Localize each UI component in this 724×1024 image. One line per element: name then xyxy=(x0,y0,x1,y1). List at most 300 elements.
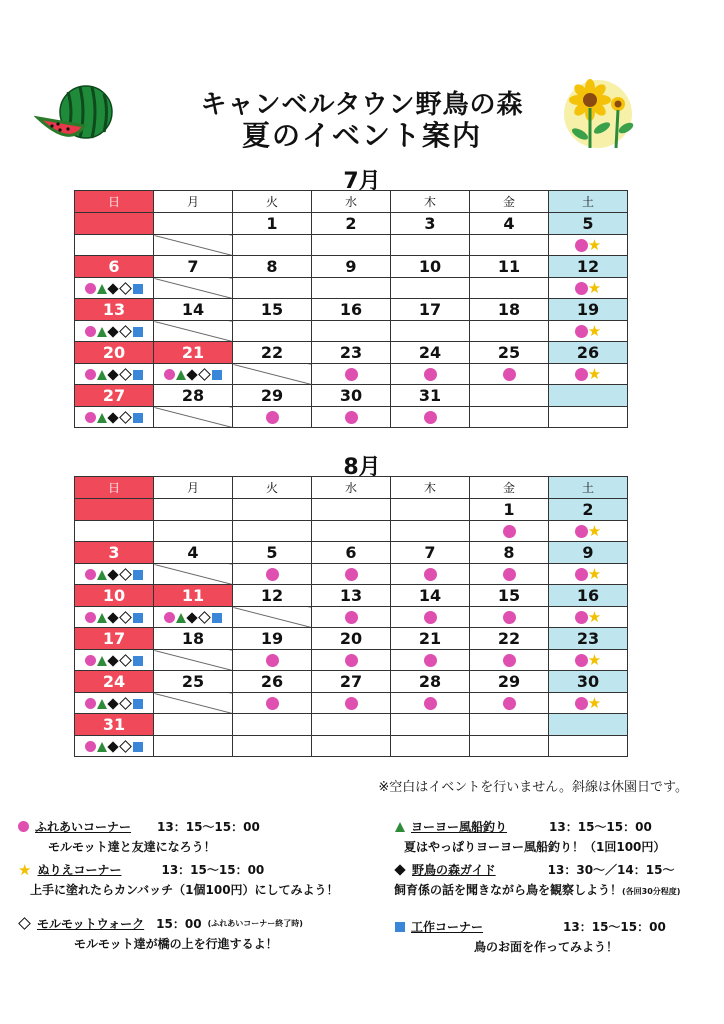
legend-yoyo xyxy=(394,818,665,855)
day-number: 31 xyxy=(75,714,154,736)
circle-icon xyxy=(575,282,588,295)
circle-icon xyxy=(266,411,279,424)
legend-desc: モルモット達が橋の上を行進するよ！ xyxy=(74,937,278,951)
diamond-icon xyxy=(186,612,197,623)
day-number: 14 xyxy=(154,299,233,321)
triangle-icon xyxy=(97,570,107,580)
day-events xyxy=(312,364,391,385)
weekday-header: 火 xyxy=(233,191,312,213)
day-number xyxy=(549,714,628,736)
day-events xyxy=(312,650,391,671)
day-number: 11 xyxy=(470,256,549,278)
day-events xyxy=(470,607,549,628)
day-number: 1 xyxy=(233,213,312,235)
day-events xyxy=(312,235,391,256)
triangle-icon xyxy=(97,613,107,623)
circle-icon xyxy=(575,654,588,667)
weekday-header: 月 xyxy=(154,191,233,213)
open-diamond-icon xyxy=(119,568,132,581)
day-number: 16 xyxy=(312,299,391,321)
diamond-icon xyxy=(107,655,118,666)
legend-name: 野鳥の森ガイド xyxy=(412,863,496,877)
square-icon xyxy=(395,922,405,932)
day-events xyxy=(154,364,233,385)
circle-icon xyxy=(575,239,588,252)
legend-time: 13：15〜15：00 xyxy=(161,863,265,877)
day-number: 24 xyxy=(75,671,154,693)
day-number: 28 xyxy=(154,385,233,407)
day-number: 10 xyxy=(75,585,154,607)
day-events xyxy=(549,278,628,299)
star-icon: ★ xyxy=(587,365,602,384)
day-number: 5 xyxy=(549,213,628,235)
circle-icon xyxy=(85,326,96,337)
diamond-icon xyxy=(107,326,118,337)
day-number: 8 xyxy=(470,542,549,564)
square-icon xyxy=(133,656,143,666)
day-events xyxy=(312,521,391,542)
square-icon xyxy=(133,370,143,380)
weekday-header: 木 xyxy=(391,477,470,499)
star-icon: ★ xyxy=(587,322,602,341)
circle-icon xyxy=(503,611,516,624)
circle-icon xyxy=(503,368,516,381)
triangle-icon xyxy=(97,284,107,294)
legend-time: 13：30〜／14：15〜 xyxy=(547,863,675,877)
day-number: 4 xyxy=(470,213,549,235)
day-number xyxy=(312,499,391,521)
weekday-header: 水 xyxy=(312,191,391,213)
day-events xyxy=(233,564,312,585)
day-events xyxy=(233,278,312,299)
day-number: 28 xyxy=(391,671,470,693)
triangle-icon xyxy=(97,413,107,423)
day-events xyxy=(154,693,233,714)
day-number: 6 xyxy=(312,542,391,564)
day-number xyxy=(154,714,233,736)
day-events xyxy=(549,693,628,714)
circle-icon xyxy=(164,612,175,623)
day-number: 9 xyxy=(312,256,391,278)
star-icon: ★ xyxy=(587,279,602,298)
weekday-header: 土 xyxy=(549,477,628,499)
day-events xyxy=(470,564,549,585)
diamond-icon xyxy=(107,612,118,623)
day-number: 16 xyxy=(549,585,628,607)
legend-time-note: (ふれあいコーナー終了時) xyxy=(207,919,303,928)
day-number: 18 xyxy=(154,628,233,650)
day-number: 13 xyxy=(312,585,391,607)
day-number xyxy=(154,499,233,521)
star-icon: ★ xyxy=(587,565,602,584)
day-number: 17 xyxy=(75,628,154,650)
weekday-header: 土 xyxy=(549,191,628,213)
day-events xyxy=(549,321,628,342)
legend-time: 13：15〜15：00 xyxy=(563,920,666,934)
open-diamond-icon xyxy=(119,697,132,710)
day-number: 30 xyxy=(312,385,391,407)
day-events xyxy=(154,278,233,299)
triangle-icon xyxy=(395,822,405,832)
star-icon: ★ xyxy=(18,860,32,879)
title-line-1: キャンベルタウン野鳥の森 xyxy=(200,90,524,120)
day-events xyxy=(75,564,154,585)
circle-icon xyxy=(85,569,96,580)
day-number: 7 xyxy=(154,256,233,278)
day-events xyxy=(233,407,312,428)
day-events xyxy=(470,736,549,757)
day-number: 29 xyxy=(233,385,312,407)
day-events xyxy=(154,521,233,542)
circle-icon xyxy=(85,698,96,709)
day-events xyxy=(391,693,470,714)
day-number: 29 xyxy=(470,671,549,693)
day-number: 5 xyxy=(233,542,312,564)
day-events xyxy=(549,407,628,428)
day-events xyxy=(470,650,549,671)
day-events xyxy=(312,736,391,757)
day-events xyxy=(549,235,628,256)
day-number: 17 xyxy=(391,299,470,321)
triangle-icon xyxy=(97,742,107,752)
day-events xyxy=(312,321,391,342)
circle-icon xyxy=(424,368,437,381)
day-number: 19 xyxy=(233,628,312,650)
day-number: 9 xyxy=(549,542,628,564)
day-events xyxy=(391,736,470,757)
circle-icon xyxy=(345,611,358,624)
day-number: 10 xyxy=(391,256,470,278)
day-number: 15 xyxy=(233,299,312,321)
day-events xyxy=(391,564,470,585)
day-number: 27 xyxy=(312,671,391,693)
circle-icon xyxy=(575,525,588,538)
weekday-header: 金 xyxy=(470,477,549,499)
day-events xyxy=(312,693,391,714)
day-number xyxy=(391,714,470,736)
day-events xyxy=(233,364,312,385)
day-events xyxy=(75,235,154,256)
calendar-note: ※空白はイベントを行いません。斜線は休園日です。 xyxy=(378,780,688,795)
day-number: 22 xyxy=(233,342,312,364)
legend-desc: 夏はやっぱりヨーヨー風船釣り！（1回100円） xyxy=(404,840,666,854)
july-calendar xyxy=(74,190,628,428)
august-calendar xyxy=(74,476,628,757)
circle-icon xyxy=(503,568,516,581)
circle-icon xyxy=(345,654,358,667)
square-icon xyxy=(133,570,143,580)
day-number: 24 xyxy=(391,342,470,364)
legend-guide xyxy=(394,861,680,898)
day-number: 30 xyxy=(549,671,628,693)
day-events xyxy=(154,607,233,628)
day-number: 26 xyxy=(549,342,628,364)
triangle-icon xyxy=(97,656,107,666)
star-icon: ★ xyxy=(587,608,602,627)
day-events xyxy=(233,607,312,628)
day-number xyxy=(233,499,312,521)
day-number: 25 xyxy=(154,671,233,693)
day-events xyxy=(75,278,154,299)
day-number: 21 xyxy=(391,628,470,650)
square-icon xyxy=(212,613,222,623)
day-events xyxy=(470,521,549,542)
legend-time: 15：00 xyxy=(156,917,202,931)
triangle-icon xyxy=(97,370,107,380)
diamond-icon xyxy=(107,698,118,709)
day-events xyxy=(233,521,312,542)
day-events xyxy=(391,650,470,671)
day-events xyxy=(312,607,391,628)
circle-icon xyxy=(85,283,96,294)
day-events xyxy=(470,364,549,385)
day-events xyxy=(312,407,391,428)
day-number: 13 xyxy=(75,299,154,321)
square-icon xyxy=(133,284,143,294)
circle-icon xyxy=(424,411,437,424)
circle-icon xyxy=(85,612,96,623)
day-events xyxy=(549,650,628,671)
weekday-header: 月 xyxy=(154,477,233,499)
circle-icon xyxy=(503,654,516,667)
square-icon xyxy=(133,699,143,709)
circle-icon xyxy=(85,412,96,423)
day-events xyxy=(549,521,628,542)
square-icon xyxy=(133,413,143,423)
legend-desc: モルモット達と友達になろう！ xyxy=(48,840,216,854)
legend-desc: 鳥のお面を作ってみよう！ xyxy=(474,940,619,954)
legend-time: 13：15〜15：00 xyxy=(157,820,260,834)
day-events xyxy=(391,235,470,256)
day-events xyxy=(470,235,549,256)
day-number xyxy=(75,213,154,235)
circle-icon xyxy=(266,697,279,710)
day-events xyxy=(154,650,233,671)
open-diamond-icon xyxy=(119,740,132,753)
day-number: 14 xyxy=(391,585,470,607)
day-number: 8 xyxy=(233,256,312,278)
circle-icon xyxy=(345,368,358,381)
day-events xyxy=(549,607,628,628)
circle-icon xyxy=(266,568,279,581)
day-number xyxy=(470,385,549,407)
star-icon: ★ xyxy=(587,651,602,670)
day-events xyxy=(549,736,628,757)
legend-nurie xyxy=(18,861,339,898)
day-number xyxy=(470,714,549,736)
legend-name: ヨーヨー風船釣り xyxy=(411,820,508,834)
day-events xyxy=(312,564,391,585)
circle-icon xyxy=(424,568,437,581)
day-number xyxy=(154,213,233,235)
circle-icon xyxy=(575,568,588,581)
circle-icon xyxy=(266,654,279,667)
diamond-icon xyxy=(107,569,118,580)
day-number: 2 xyxy=(312,213,391,235)
weekday-header: 日 xyxy=(75,477,154,499)
circle-icon xyxy=(424,697,437,710)
circle-icon xyxy=(85,741,96,752)
diamond-icon xyxy=(394,864,405,875)
circle-icon xyxy=(575,368,588,381)
day-number xyxy=(391,499,470,521)
circle-icon xyxy=(85,655,96,666)
day-events xyxy=(391,607,470,628)
day-events xyxy=(470,278,549,299)
title-line-2: 夏のイベント案内 xyxy=(241,119,482,152)
day-number: 31 xyxy=(391,385,470,407)
day-events xyxy=(391,407,470,428)
legend-desc xyxy=(394,881,680,898)
day-number: 27 xyxy=(75,385,154,407)
day-number: 3 xyxy=(75,542,154,564)
day-events xyxy=(233,693,312,714)
open-diamond-icon xyxy=(18,917,31,930)
day-events xyxy=(470,407,549,428)
day-number: 1 xyxy=(470,499,549,521)
day-events xyxy=(549,364,628,385)
diamond-icon xyxy=(107,741,118,752)
square-icon xyxy=(212,370,222,380)
diamond-icon xyxy=(107,369,118,380)
july-label: 7月 xyxy=(343,169,381,194)
circle-icon xyxy=(345,697,358,710)
day-number: 3 xyxy=(391,213,470,235)
legend-desc-note: (各回30分程度) xyxy=(622,887,681,896)
weekday-header: 火 xyxy=(233,477,312,499)
triangle-icon xyxy=(97,327,107,337)
open-diamond-icon xyxy=(119,368,132,381)
legend-desc-text: 飼育係の話を聞きながら鳥を観察しよう！ xyxy=(394,883,623,897)
day-number: 12 xyxy=(233,585,312,607)
day-number: 6 xyxy=(75,256,154,278)
circle-icon xyxy=(503,697,516,710)
day-number: 25 xyxy=(470,342,549,364)
day-events xyxy=(233,650,312,671)
legend-name: 工作コーナー xyxy=(411,920,484,934)
day-events xyxy=(154,736,233,757)
circle-icon xyxy=(85,369,96,380)
day-number: 20 xyxy=(312,628,391,650)
open-diamond-icon xyxy=(119,611,132,624)
triangle-icon xyxy=(176,370,186,380)
circle-icon xyxy=(503,525,516,538)
day-events xyxy=(233,736,312,757)
open-diamond-icon xyxy=(119,411,132,424)
day-events xyxy=(391,521,470,542)
day-number: 7 xyxy=(391,542,470,564)
day-events xyxy=(470,693,549,714)
day-events xyxy=(154,235,233,256)
day-number: 23 xyxy=(312,342,391,364)
day-number: 20 xyxy=(75,342,154,364)
day-events xyxy=(391,364,470,385)
day-events xyxy=(154,407,233,428)
day-events xyxy=(470,321,549,342)
triangle-icon xyxy=(176,613,186,623)
legend-name: モルモットウォーク xyxy=(37,917,145,931)
day-number: 23 xyxy=(549,628,628,650)
day-events xyxy=(75,650,154,671)
circle-icon xyxy=(345,568,358,581)
day-number: 11 xyxy=(154,585,233,607)
legend-kosaku xyxy=(394,918,666,955)
circle-icon xyxy=(164,369,175,380)
day-events xyxy=(75,321,154,342)
day-number xyxy=(549,385,628,407)
day-events xyxy=(75,521,154,542)
day-events xyxy=(75,364,154,385)
day-events xyxy=(549,564,628,585)
day-number: 22 xyxy=(470,628,549,650)
day-events xyxy=(75,607,154,628)
day-events xyxy=(391,278,470,299)
day-number xyxy=(233,714,312,736)
triangle-icon xyxy=(97,699,107,709)
circle-icon xyxy=(424,611,437,624)
circle-icon xyxy=(424,654,437,667)
square-icon xyxy=(133,613,143,623)
circle-icon xyxy=(18,821,29,832)
weekday-header: 水 xyxy=(312,477,391,499)
day-events xyxy=(75,693,154,714)
day-number xyxy=(75,499,154,521)
day-number: 15 xyxy=(470,585,549,607)
diamond-icon xyxy=(186,369,197,380)
legend-walk xyxy=(18,915,303,952)
day-events xyxy=(233,321,312,342)
day-number: 21 xyxy=(154,342,233,364)
open-diamond-icon xyxy=(119,654,132,667)
legend-time: 13：15〜15：00 xyxy=(549,820,652,834)
square-icon xyxy=(133,327,143,337)
day-events xyxy=(154,321,233,342)
open-diamond-icon xyxy=(119,282,132,295)
open-diamond-icon xyxy=(198,368,211,381)
open-diamond-icon xyxy=(198,611,211,624)
circle-icon xyxy=(345,411,358,424)
circle-icon xyxy=(575,697,588,710)
star-icon: ★ xyxy=(587,522,602,541)
weekday-header: 金 xyxy=(470,191,549,213)
open-diamond-icon xyxy=(119,325,132,338)
day-number: 18 xyxy=(470,299,549,321)
legend-fureai xyxy=(18,818,260,855)
circle-icon xyxy=(575,611,588,624)
day-number: 26 xyxy=(233,671,312,693)
day-events xyxy=(312,278,391,299)
day-events xyxy=(75,407,154,428)
august-label: 8月 xyxy=(343,455,381,480)
diamond-icon xyxy=(107,283,118,294)
day-events xyxy=(75,736,154,757)
square-icon xyxy=(133,742,143,752)
weekday-header: 木 xyxy=(391,191,470,213)
day-number: 12 xyxy=(549,256,628,278)
day-events xyxy=(233,235,312,256)
day-number: 19 xyxy=(549,299,628,321)
legend-desc: 上手に塗れたらカンバッチ（1個100円）にしてみよう！ xyxy=(30,883,339,897)
star-icon: ★ xyxy=(587,236,602,255)
legend-name: ぬりえコーナー xyxy=(37,863,122,877)
day-number: 2 xyxy=(549,499,628,521)
weekday-header: 日 xyxy=(75,191,154,213)
day-number xyxy=(312,714,391,736)
day-events xyxy=(154,564,233,585)
day-number: 4 xyxy=(154,542,233,564)
star-icon: ★ xyxy=(587,694,602,713)
diamond-icon xyxy=(107,412,118,423)
